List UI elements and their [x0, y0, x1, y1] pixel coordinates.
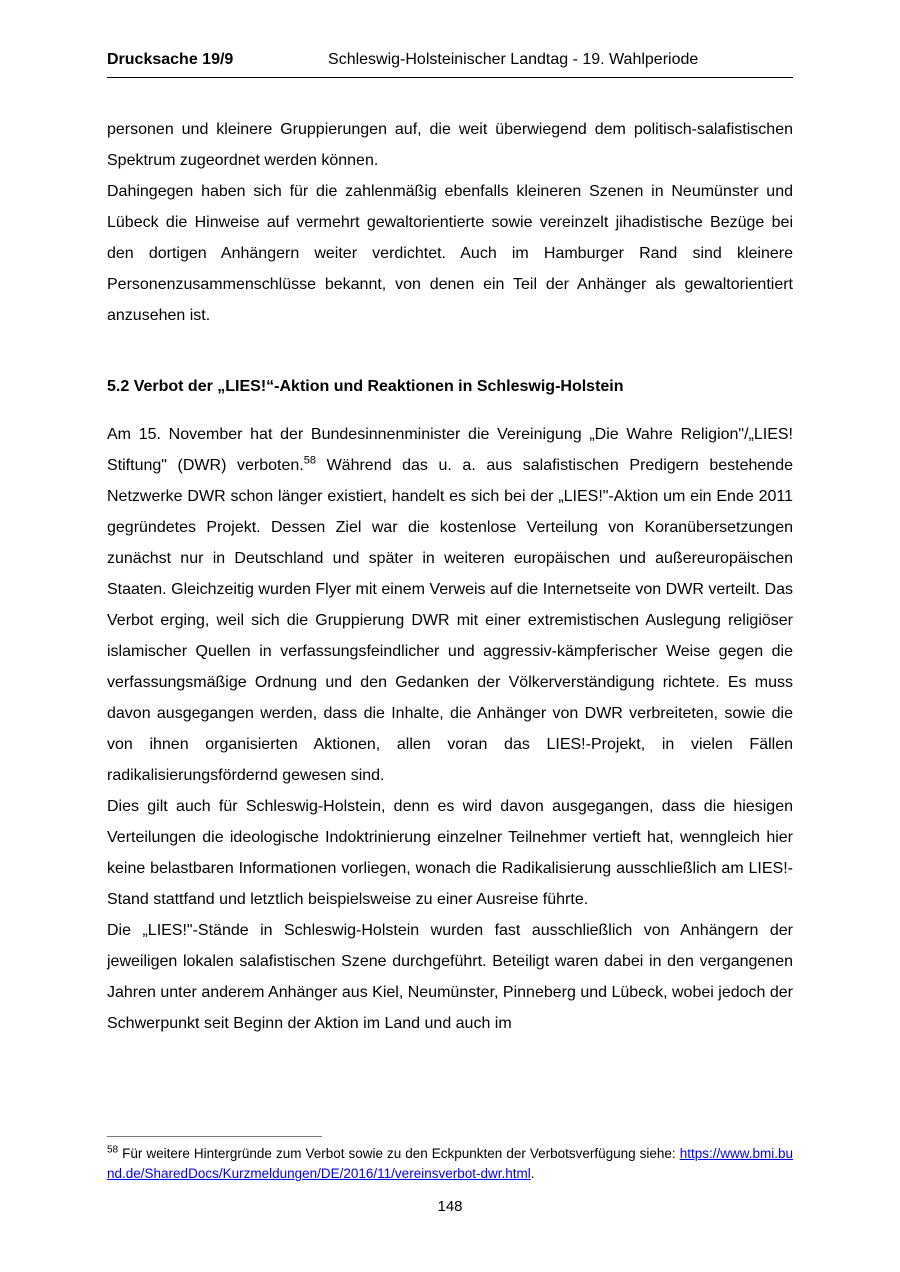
footnote-number: 58 [107, 1144, 119, 1156]
footnote-link[interactable]: https://www.bmi.bund.de/SharedDocs/Kurzmeldungen/DE/2016/11/vereinsverbot-dwr.html [107, 1146, 793, 1181]
header-title: Schleswig-Holsteinischer Landtag - 19. Wahlperiode [328, 51, 699, 68]
paragraph-1: personen und kleinere Gruppierungen auf, die weit überwiegend dem politisch-salafistischen Spektrum zugeordnet werden können. [107, 121, 793, 169]
footnote-period: . [530, 1166, 535, 1181]
page-number: 148 [437, 1198, 463, 1215]
document-header [107, 50, 793, 78]
paragraph-5: Die „LIES!"-Stände in Schleswig-Holstein wurden fast ausschließlich von Anhängern der jeweiligen lokalen salafistischen Szene durchgeführt. Beteiligt waren dabei in den vergangenen Jahren unter anderem Anhänger aus Kiel, Neumünster, Pinneberg und Lübeck, wobei jedoch der Schwerpunkt seit Beginn der Aktion im Land und auch im [107, 922, 793, 1032]
paragraph-3-text-continued: Während das u. a. aus salafistischen Predigern bestehende Netzwerke DWR schon länger existiert, handelt es sich bei der „LIES!"-Aktion um ein Ende 2011 gegründetes Projekt. Dessen Ziel war die kostenlose Verteilung von Koranübersetzungen zunächst nur in Deutschland und später in weiteren europäischen und außereuropäischen Staaten. Gleichzeitig wurden Flyer mit einem Verweis auf die Internetseite von DWR verteilt. Das Verbot erging, weil sich die Gruppierung DWR mit einer extremistischen Auslegung religiöser islamischer Quellen in verfassungsfeindlicher und aggressiv-kämpferischer Weise gegen die verfassungsmäßige Ordnung und den Gedanken der Völkerverständigung richtete. Es muss davon ausgegangen werden, dass die Inhalte, die Anhänger von DWR verbreiteten, sowie die von ihnen organisierten Aktionen, allen voran das LIES!-Projekt, in vielen Fällen radikalisierungsfördernd gewesen sind. [107, 457, 794, 784]
footnote-text: Für weitere Hintergründe zum Verbot sowie zu den Eckpunkten der Verbotsverfügung siehe: [122, 1146, 676, 1161]
section-heading: 5.2 Verbot der „LIES!“-Aktion und Reaktionen in Schleswig-Holstein [107, 378, 624, 395]
footnote-section [107, 1136, 793, 1184]
footnote-58 [107, 1144, 793, 1184]
document-number: Drucksache 19/9 [107, 51, 234, 68]
paragraph-3 [107, 419, 793, 791]
document-body [107, 114, 793, 1039]
footnote-reference-58: 58 [303, 454, 316, 467]
footnote-separator [107, 1136, 322, 1137]
paragraph-4: Dies gilt auch für Schleswig-Holstein, denn es wird davon ausgegangen, dass die hiesigen Verteilungen die ideologische Indoktrinierung einzelner Teilnehmer vertieft hat, wenngleich hier keine belastbaren Informationen vorliegen, wonach die Radikalisierung ausschließlich am LIES!-Stand stattfand und letztlich beispielsweise zu einer Ausreise führte. [107, 798, 793, 908]
paragraph-3-text: Am 15. November hat der Bundesinnenminister die Vereinigung „Die Wahre Religion"/„LIES! Stiftung" (DWR) verboten. [107, 426, 793, 474]
paragraph-2: Dahingegen haben sich für die zahlenmäßig ebenfalls kleineren Szenen in Neumünster und Lübeck die Hinweise auf vermehrt gewaltorientierte sowie vereinzelt jihadistische Bezüge bei den dortigen Anhängern weiter verdichtet. Auch im Hamburger Rand sind kleinere Personenzusammenschlüsse bekannt, von denen ein Teil der Anhänger als gewaltorientiert anzusehen ist. [107, 183, 793, 324]
